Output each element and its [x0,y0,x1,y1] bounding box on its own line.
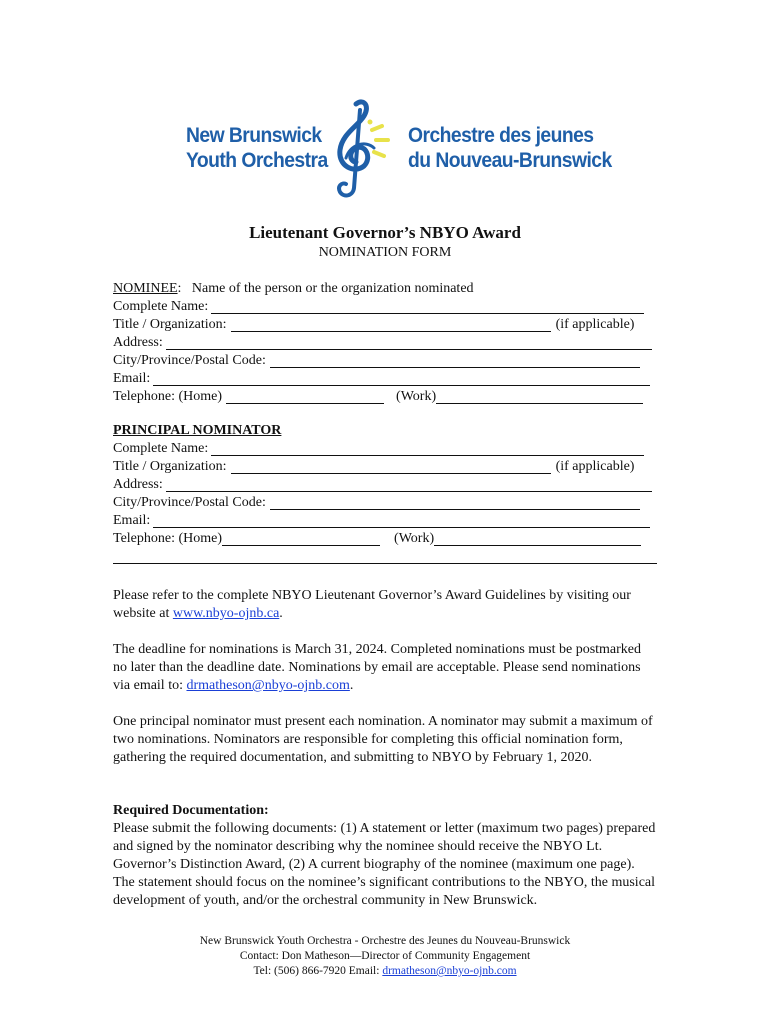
nominee-title-label: Title / Organization: [113,317,227,332]
guidelines-end: . [279,606,283,621]
nominee-address-label: Address: [113,335,163,350]
nominator-name-row [113,440,644,458]
required-documentation [113,802,658,910]
website-link[interactable]: www.nbyo-ojnb.ca [172,606,280,621]
logo-en-line2: Youth Orchestra [186,149,328,172]
nominee-email-field[interactable] [153,371,650,386]
nominator-phone-home-field[interactable] [222,531,380,546]
nominee-title-row [113,316,634,334]
nominee-email-row [113,370,650,388]
deadline-paragraph [113,641,658,695]
nominator-address-label: Address: [113,477,163,492]
nominee-city-label: City/Province/Postal Code: [113,353,266,368]
guidelines-paragraph [113,587,658,623]
nominee-name-field[interactable] [211,299,644,314]
nominee-heading-row [113,280,474,298]
logo-french-name [408,123,612,173]
nominator-phone-work-field[interactable] [434,531,641,546]
nominee-phone-row [113,388,643,406]
nominator-name-field[interactable] [211,441,644,456]
nominee-phone-home-label: Telephone: (Home) [113,389,223,404]
nominator-title-label: Title / Organization: [113,459,227,474]
nominee-phone-work-label: (Work) [396,389,437,404]
page-subtitle: NOMINATION FORM [318,245,452,260]
nominator-email-label: Email: [113,513,151,528]
nominee-name-label: Complete Name: [113,299,209,314]
nominee-address-row [113,334,652,352]
nominee-city-field[interactable] [270,353,640,368]
footer [0,934,770,979]
nominator-title-row [113,458,634,476]
nominator-rules-paragraph: One principal nominator must present each nomination. A nominator may submit a maximum of two nominations. Nominators are responsible for completing this official nomination form, gathering the required documentation, and submitting to NBYO by February 1, 2020. [113,714,653,765]
nominee-heading-note: : Name of the person or the organization nominated [177,281,474,296]
nominator-city-row [113,494,640,512]
nominator-city-label: City/Province/Postal Code: [113,495,266,510]
nominator-if-applicable: (if applicable) [555,459,635,474]
nominee-city-row [113,352,640,370]
nominator-name-label: Complete Name: [113,441,209,456]
required-heading: Required Documentation: [113,803,269,818]
required-text: Please submit the following documents: (1) A statement or letter (maximum two pages) prepared and signed by the nominator describing why the nominee should receive the NBYO Lt. Governor’s Distinction Award, (2) A current biography of the nominee (maximum one page). The statement should focus on the nominee’s significant contributions to the NBYO, the musical development of youth, and/or the orchestral community in New Brunswick. [113,821,656,908]
nominee-phone-home-field[interactable] [226,389,384,404]
guidelines-text: Please refer to the complete NBYO Lieutenant Governor’s Award Guidelines by visiting our website at [113,588,631,621]
section-divider [113,563,657,564]
nominator-heading-row [113,422,281,440]
nominator-email-row [113,512,650,530]
footer-contact-line: Contact: Don Matheson—Director of Community Engagement [239,950,531,962]
deadline-text: The deadline for nominations is March 31, 2024. Completed nominations must be postmarked no later than the deadline date. Nominations by email are acceptable. Please send nominations via email to: [113,642,642,693]
nbyo-logo [180,96,612,201]
footer-org-line: New Brunswick Youth Orchestra - Orchestre des Jeunes du Nouveau-Brunswick [199,935,571,947]
nominator-phone-work-label: (Work) [394,531,435,546]
nominator-address-field[interactable] [166,477,652,492]
footer-phone-line [0,964,770,979]
footer-email-link[interactable]: drmatheson@nbyo-ojnb.com [382,965,517,977]
logo-fr-line1: Orchestre des jeunes [408,124,594,147]
nominator-title-field[interactable] [231,459,551,474]
deadline-end: . [349,678,354,693]
email-link[interactable]: drmatheson@nbyo-ojnb.com [186,678,350,693]
nominee-name-row [113,298,644,316]
logo-fr-line2: du Nouveau-Brunswick [408,149,612,172]
footer-phone-text: Tel: (506) 866-7920 Email: [253,965,383,977]
nominator-city-field[interactable] [270,495,640,510]
treble-clef-icon [320,96,400,201]
nominee-phone-work-field[interactable] [436,389,643,404]
logo-en-line1: New Brunswick [186,124,322,147]
nominee-if-applicable: (if applicable) [555,317,635,332]
page-title: Lieutenant Governor’s NBYO Award [249,223,521,242]
nominator-phone-home-label: Telephone: (Home) [113,531,223,546]
nominator-heading: PRINCIPAL NOMINATOR [113,423,282,438]
nominee-title-field[interactable] [231,317,551,332]
nominator-phone-row [113,530,641,548]
nominee-heading: NOMINEE [113,281,178,296]
nominee-address-field[interactable] [166,335,652,350]
nominator-email-field[interactable] [153,513,650,528]
nominator-address-row [113,476,652,494]
logo-english-name [186,123,328,173]
nominee-email-label: Email: [113,371,151,386]
